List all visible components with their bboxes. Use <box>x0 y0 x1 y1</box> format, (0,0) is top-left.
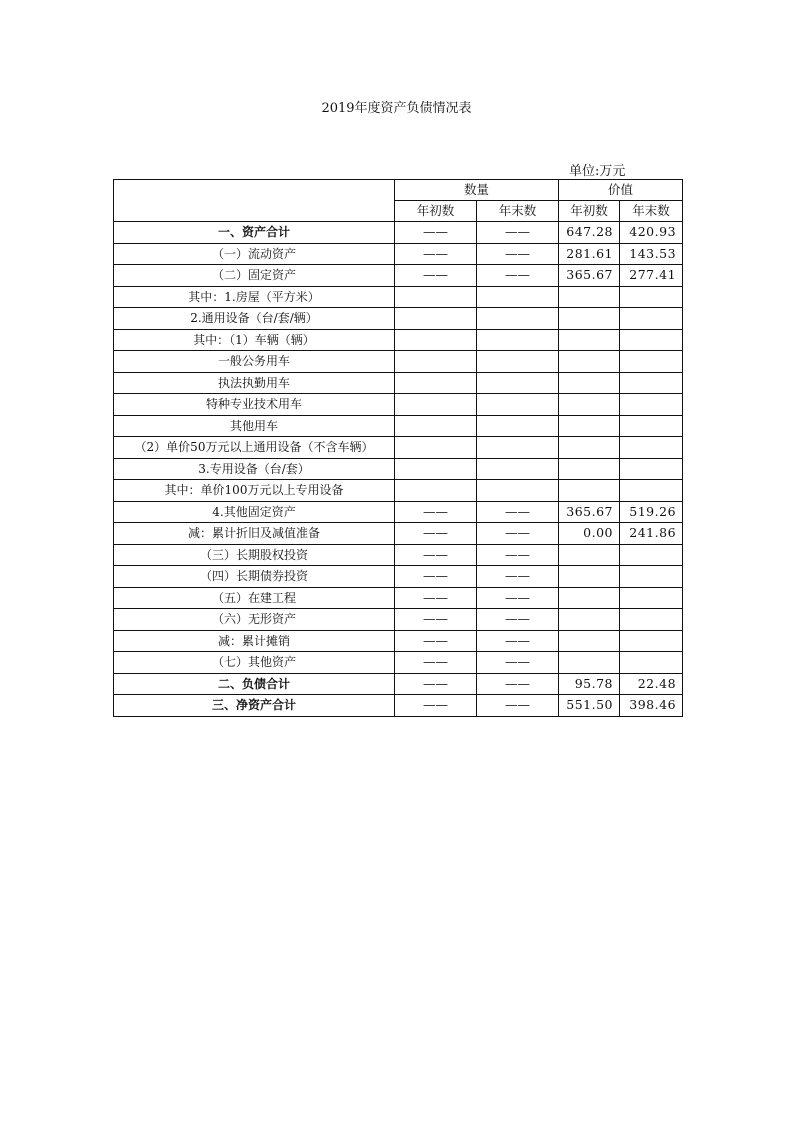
qty-end-cell: —— <box>477 673 559 695</box>
val-start-cell: 647.28 <box>559 222 620 244</box>
row-label: 其他用车 <box>114 415 395 437</box>
qty-end-cell <box>477 415 559 437</box>
row-label: （2）单价50万元以上通用设备（不含车辆） <box>114 437 395 459</box>
table-row <box>114 480 683 502</box>
val-start-cell <box>559 609 620 631</box>
quantity-group-header: 数量 <box>395 180 559 201</box>
qty-start-cell <box>395 437 477 459</box>
qty-end-cell: —— <box>477 695 559 717</box>
qty-start-cell: —— <box>395 243 477 265</box>
table-row <box>114 286 683 308</box>
qty-end-cell: —— <box>477 587 559 609</box>
table-row <box>114 415 683 437</box>
qty-end-header: 年末数 <box>477 201 559 222</box>
row-label: 2.通用设备（台/套/辆） <box>114 308 395 330</box>
qty-end-cell: —— <box>477 609 559 631</box>
val-end-cell: 241.86 <box>620 523 683 545</box>
val-start-cell <box>559 587 620 609</box>
row-label: 二、负债合计 <box>114 673 395 695</box>
qty-start-cell: —— <box>395 544 477 566</box>
qty-start-cell <box>395 458 477 480</box>
val-end-header: 年末数 <box>620 201 683 222</box>
val-start-cell <box>559 480 620 502</box>
val-end-cell <box>620 308 683 330</box>
qty-end-cell: —— <box>477 652 559 674</box>
qty-start-cell: —— <box>395 265 477 287</box>
qty-start-cell: —— <box>395 609 477 631</box>
qty-start-cell: —— <box>395 652 477 674</box>
val-start-cell <box>559 308 620 330</box>
qty-end-cell: —— <box>477 630 559 652</box>
val-end-cell: 143.53 <box>620 243 683 265</box>
val-end-cell <box>620 394 683 416</box>
qty-end-cell: —— <box>477 243 559 265</box>
val-end-cell: 420.93 <box>620 222 683 244</box>
table-row <box>114 222 683 244</box>
item-header-cell <box>114 180 395 222</box>
table-row <box>114 329 683 351</box>
table-row <box>114 695 683 717</box>
row-label: （七）其他资产 <box>114 652 395 674</box>
table-row <box>114 265 683 287</box>
val-start-cell <box>559 630 620 652</box>
table-row <box>114 673 683 695</box>
val-end-cell <box>620 458 683 480</box>
qty-end-cell: —— <box>477 501 559 523</box>
row-label: 三、净资产合计 <box>114 695 395 717</box>
row-label: （三）长期股权投资 <box>114 544 395 566</box>
table-row <box>114 458 683 480</box>
qty-start-cell: —— <box>395 523 477 545</box>
val-start-cell: 365.67 <box>559 501 620 523</box>
val-end-cell <box>620 566 683 588</box>
val-start-cell: 95.78 <box>559 673 620 695</box>
qty-start-cell <box>395 351 477 373</box>
row-label: （二）固定资产 <box>114 265 395 287</box>
row-label: 3.专用设备（台/套） <box>114 458 395 480</box>
val-start-cell <box>559 458 620 480</box>
balance-sheet-body <box>114 180 683 717</box>
row-label: 一、资产合计 <box>114 222 395 244</box>
row-label: 执法执勤用车 <box>114 372 395 394</box>
qty-end-cell: —— <box>477 523 559 545</box>
qty-end-cell <box>477 480 559 502</box>
val-end-cell: 277.41 <box>620 265 683 287</box>
qty-start-cell: —— <box>395 630 477 652</box>
qty-start-cell: —— <box>395 222 477 244</box>
row-label: 减：累计折旧及减值准备 <box>114 523 395 545</box>
val-end-cell <box>620 286 683 308</box>
table-row <box>114 308 683 330</box>
row-label: 其中：1.房屋（平方米） <box>114 286 395 308</box>
qty-start-cell <box>395 329 477 351</box>
qty-start-cell: —— <box>395 695 477 717</box>
row-label: 一般公务用车 <box>114 351 395 373</box>
val-start-cell <box>559 372 620 394</box>
val-end-cell <box>620 480 683 502</box>
unit-label: 单位:万元 <box>569 164 626 179</box>
val-end-cell <box>620 372 683 394</box>
row-label: （四）长期债券投资 <box>114 566 395 588</box>
row-label: 4.其他固定资产 <box>114 501 395 523</box>
val-end-cell: 519.26 <box>620 501 683 523</box>
table-row <box>114 544 683 566</box>
qty-end-cell <box>477 372 559 394</box>
table-row <box>114 652 683 674</box>
qty-end-cell: —— <box>477 566 559 588</box>
qty-end-cell: —— <box>477 265 559 287</box>
report-title: 2019年度资产负债情况表 <box>321 101 472 116</box>
qty-end-cell <box>477 308 559 330</box>
val-start-cell <box>559 437 620 459</box>
val-start-cell <box>559 544 620 566</box>
qty-start-cell: —— <box>395 501 477 523</box>
val-end-cell: 22.48 <box>620 673 683 695</box>
row-label: 减：累计摊销 <box>114 630 395 652</box>
qty-end-cell <box>477 394 559 416</box>
val-start-cell: 365.67 <box>559 265 620 287</box>
val-start-header: 年初数 <box>559 201 620 222</box>
qty-start-cell: —— <box>395 566 477 588</box>
table-row <box>114 351 683 373</box>
table-row <box>114 372 683 394</box>
table-row <box>114 630 683 652</box>
table-row <box>114 243 683 265</box>
val-start-cell <box>559 415 620 437</box>
val-start-cell <box>559 329 620 351</box>
qty-end-cell <box>477 458 559 480</box>
qty-start-cell <box>395 415 477 437</box>
val-end-cell <box>620 437 683 459</box>
val-start-cell <box>559 351 620 373</box>
value-group-header: 价值 <box>559 180 683 201</box>
row-label: （六）无形资产 <box>114 609 395 631</box>
table-row <box>114 501 683 523</box>
qty-start-cell <box>395 308 477 330</box>
balance-sheet-table <box>113 179 683 717</box>
row-label: 其中：单价100万元以上专用设备 <box>114 480 395 502</box>
qty-start-cell: —— <box>395 587 477 609</box>
table-row <box>114 523 683 545</box>
table-row <box>114 394 683 416</box>
qty-start-cell <box>395 372 477 394</box>
val-end-cell: 398.46 <box>620 695 683 717</box>
row-label: 特种专业技术用车 <box>114 394 395 416</box>
qty-end-cell <box>477 329 559 351</box>
val-end-cell <box>620 652 683 674</box>
qty-end-cell <box>477 351 559 373</box>
val-end-cell <box>620 630 683 652</box>
val-start-cell: 0.00 <box>559 523 620 545</box>
qty-start-cell <box>395 394 477 416</box>
qty-end-cell <box>477 437 559 459</box>
qty-end-cell: —— <box>477 222 559 244</box>
table-row <box>114 566 683 588</box>
table-row <box>114 609 683 631</box>
row-label: 其中：（1）车辆（辆） <box>114 329 395 351</box>
qty-start-cell <box>395 286 477 308</box>
val-end-cell <box>620 609 683 631</box>
qty-end-cell <box>477 286 559 308</box>
row-label: （一）流动资产 <box>114 243 395 265</box>
val-start-cell <box>559 566 620 588</box>
qty-start-header: 年初数 <box>395 201 477 222</box>
val-end-cell <box>620 329 683 351</box>
val-end-cell <box>620 415 683 437</box>
val-start-cell <box>559 286 620 308</box>
qty-start-cell <box>395 480 477 502</box>
val-start-cell <box>559 394 620 416</box>
val-start-cell: 281.61 <box>559 243 620 265</box>
val-start-cell <box>559 652 620 674</box>
qty-start-cell: —— <box>395 673 477 695</box>
val-end-cell <box>620 351 683 373</box>
table-row <box>114 587 683 609</box>
header-row-groups <box>114 180 683 201</box>
val-start-cell: 551.50 <box>559 695 620 717</box>
table-row <box>114 437 683 459</box>
val-end-cell <box>620 544 683 566</box>
val-end-cell <box>620 587 683 609</box>
row-label: （五）在建工程 <box>114 587 395 609</box>
qty-end-cell: —— <box>477 544 559 566</box>
